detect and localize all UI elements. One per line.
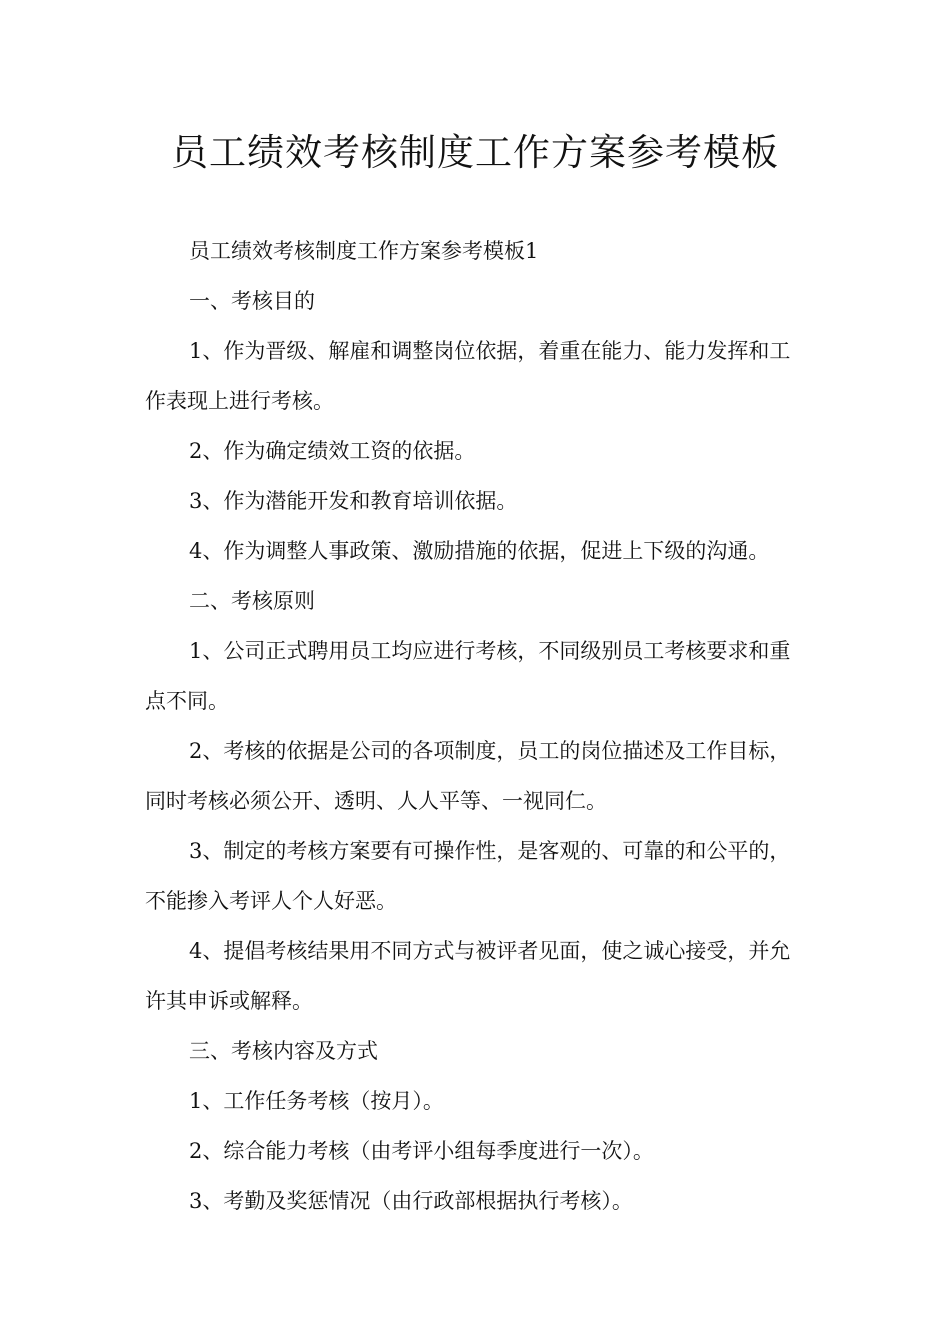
paragraph: 1、作为晋级、解雇和调整岗位依据，着重在能力、能力发挥和工作表现上进行考核。 (145, 339, 791, 413)
paragraph: 2、作为确定绩效工资的依据。 (189, 439, 476, 463)
paragraph: 4、提倡考核结果用不同方式与被评者见面，使之诚心接受，并允许其申诉或解释。 (145, 939, 791, 1013)
section-heading-content-methods: 三、考核内容及方式 (189, 1039, 378, 1063)
paragraph: 3、考勤及奖惩情况（由行政部根据执行考核）。 (189, 1189, 633, 1213)
paragraph: 2、综合能力考核（由考评小组每季度进行一次）。 (189, 1139, 654, 1163)
section-heading-purpose: 一、考核目的 (189, 289, 315, 313)
section-heading-principles: 二、考核原则 (189, 589, 315, 613)
paragraph: 2、考核的依据是公司的各项制度，员工的岗位描述及工作目标，同时考核必须公开、透明、人人平等、一视同仁。 (145, 739, 791, 813)
paragraph: 3、作为潜能开发和教育培训依据。 (189, 489, 518, 513)
paragraph: 4、作为调整人事政策、激励措施的依据，促进上下级的沟通。 (189, 539, 770, 563)
paragraph: 3、制定的考核方案要有可操作性，是客观的、可靠的和公平的，不能掺入考评人个人好恶。 (145, 839, 791, 913)
paragraph: 1、工作任务考核（按月）。 (189, 1089, 444, 1113)
document-title: 员工绩效考核制度工作方案参考模板 (171, 131, 779, 174)
paragraph: 1、公司正式聘用员工均应进行考核，不同级别员工考核要求和重点不同。 (145, 639, 791, 713)
paragraph-subtitle: 员工绩效考核制度工作方案参考模板1 (189, 239, 539, 263)
document-body (145, 226, 810, 1226)
